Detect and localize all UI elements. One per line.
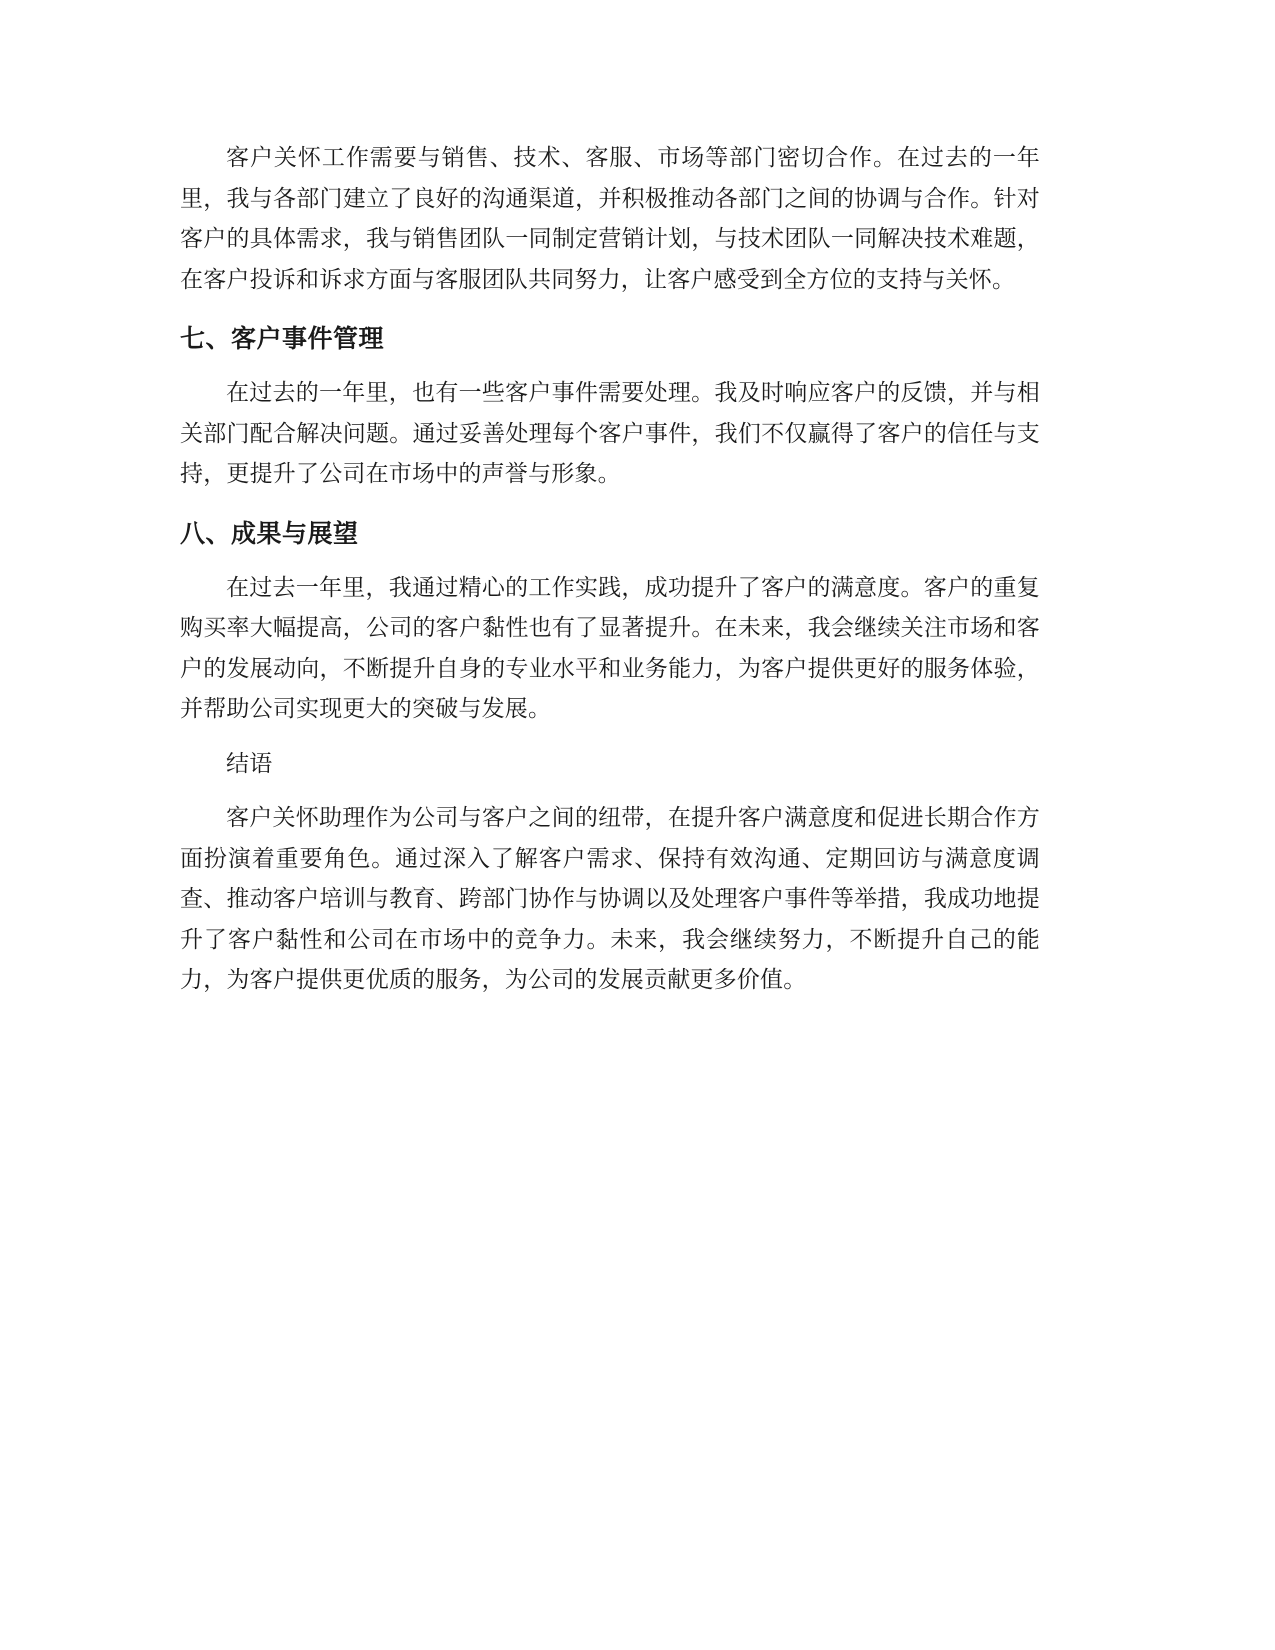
- paragraph-results-outlook: 在过去一年里，我通过精心的工作实践，成功提升了客户的满意度。客户的重复购买率大幅提高，公司的客户黏性也有了显著提升。在未来，我会继续关注市场和客户的发展动向，不断提升自身的专业水平和业务能力，为客户提供更好的服务体验，并帮助公司实现更大的突破与发展。: [180, 574, 1040, 722]
- spacer: [180, 359, 1040, 373]
- section-heading-results-outlook: 八、成果与展望: [180, 518, 359, 548]
- spacer: [180, 730, 1040, 744]
- paragraph-conclusion: 客户关怀助理作为公司与客户之间的纽带，在提升客户满意度和促进长期合作方面扮演着重要角色。通过深入了解客户需求、保持有效沟通、定期回访与满意度调查、推动客户培训与教育、跨部门协作与协调以及处理客户事件等举措，我成功地提升了客户黏性和公司在市场中的竞争力。未来，我会继续努力，不断提升自己的能力，为客户提供更优质的服务，为公司的发展贡献更多价值。: [180, 805, 1040, 993]
- spacer: [180, 495, 1040, 514]
- paragraph-cross-department-collaboration: 客户关怀工作需要与销售、技术、客服、市场等部门密切合作。在过去的一年里，我与各部门建立了良好的沟通渠道，并积极推动各部门之间的协调与合作。针对客户的具体需求，我与销售团队一同制定营销计划，与技术团队一同解决技术难题，在客户投诉和诉求方面与客服团队共同努力，让客户感受到全方位的支持与关怀。: [180, 145, 1040, 293]
- spacer: [180, 784, 1040, 798]
- paragraph-customer-events: 在过去的一年里，也有一些客户事件需要处理。我及时响应客户的反馈，并与相关部门配合解决问题。通过妥善处理每个客户事件，我们不仅赢得了客户的信任与支持，更提升了公司在市场中的声誉与形象。: [180, 380, 1040, 487]
- section-heading-customer-events: 七、客户事件管理: [180, 324, 385, 353]
- spacer: [180, 554, 1040, 568]
- conclusion-label: 结语: [226, 750, 273, 777]
- document-page: [180, 138, 1040, 1001]
- spacer: [180, 300, 1040, 319]
